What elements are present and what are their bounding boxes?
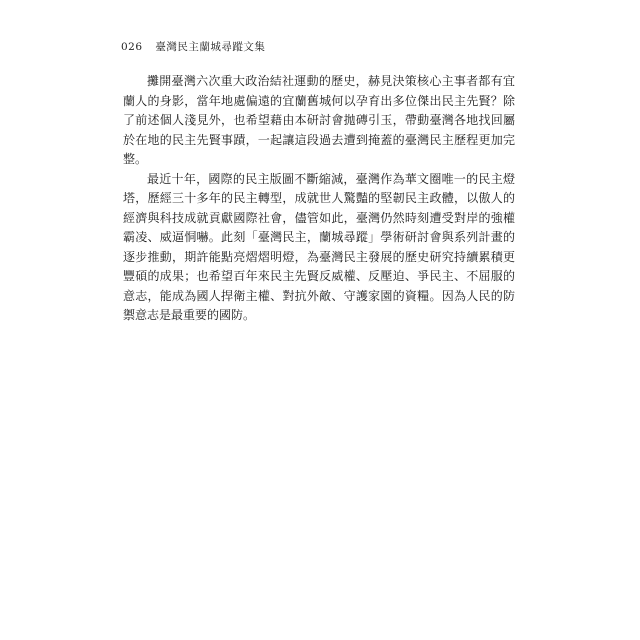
paragraph-2: 最近十年，國際的民主版圖不斷縮減，臺灣作為華文圈唯一的民主燈塔，歷經三十多年的民主轉型，成就世人驚豔的堅韌民主政體，以傲人的經濟與科技成就貢獻國際社會，儘管如此，臺灣仍然時刻遭受對岸的強權霸凌、威逼恫嚇。此刻「臺灣民主，蘭城尋蹤」學術研討會與系列計畫的逐步推動，期許能點亮熠熠明燈，為臺灣民主發展的歷史研究持續累積更豐碩的成果；也希望百年來民主先賢反威權、反壓迫、爭民主、不屈服的意志，能成為國人捍衛主權、對抗外敵、守護家園的資糧。因為人民的防禦意志是最重要的國防。: [123, 171, 515, 322]
body-text: [123, 72, 515, 326]
paragraph-1: 攤開臺灣六次重大政治結社運動的歷史，赫見決策核心主事者都有宜蘭人的身影，當年地處偏遠的宜蘭舊城何以孕育出多位傑出民主先賢？除了前述個人淺見外，也希望藉由本研討會拋磚引玉，帶動臺灣各地找回屬於在地的民主先賢事蹟，一起讓這段過去遭到掩蓋的臺灣民主歷程更加完整。: [123, 74, 515, 166]
running-header: [121, 39, 265, 54]
page-number: 026: [121, 41, 143, 53]
book-title: 臺灣民主蘭城尋蹤文集: [155, 41, 266, 53]
